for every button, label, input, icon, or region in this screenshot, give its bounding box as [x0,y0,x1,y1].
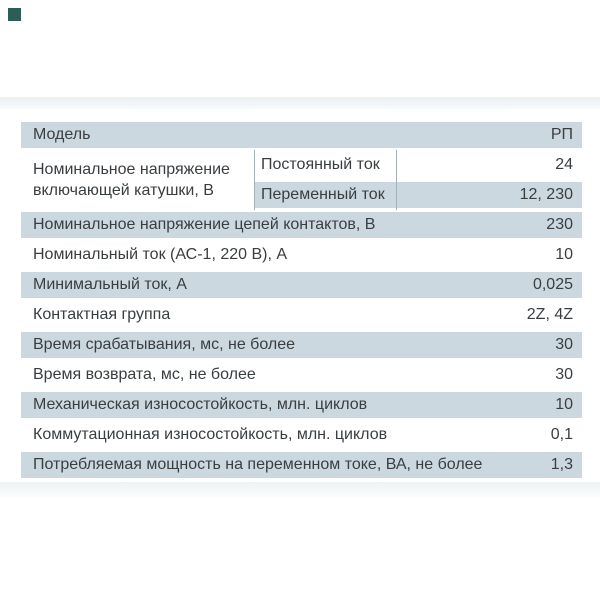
row-label-line2: включающей катушки, В [33,182,214,199]
sub-row-label-ac: Переменный ток [255,180,396,210]
row-value: 0,1 [550,426,573,443]
bottom-divider-band [0,482,600,497]
table-row [21,450,582,480]
row-label: Время возврата, мс, не более [33,366,256,383]
table-row-model [21,120,582,150]
sub-row-value-dc: 24 [555,156,573,173]
row-value: 10 [555,396,573,413]
coil-voltage-group [21,150,582,210]
row-label [21,150,254,210]
row-value: 2Z, 4Z [526,306,573,323]
row-label: Время срабатывания, мс, не более [33,336,296,353]
table-row [21,360,582,390]
row-value: 30 [555,366,573,383]
table-row [21,330,582,360]
table-row [21,240,582,270]
row-value: 10 [555,246,573,263]
row-label-line1: Номинальное напряжение [33,161,230,178]
row-label: Модель [33,126,91,143]
table-row [21,270,582,300]
row-label: Механическая износостойкость, млн. циклов [33,396,368,413]
table-row [21,390,582,420]
row-label: Потребляемая мощность на переменном токе, ВА, не более [33,456,483,473]
sub-row-value-ac: 12, 230 [397,180,582,210]
sub-row-label-dc: Постоянный ток [261,156,380,173]
row-label: Минимальный ток, А [33,276,187,293]
row-label: Коммутационная износостойкость, млн. циклов [33,426,388,443]
row-label: Номинальный ток (АС-1, 220 В), А [33,246,288,263]
current-type-column [254,150,397,210]
row-value: 1,3 [550,456,573,473]
row-value: 230 [546,216,573,233]
top-divider-band [0,97,600,109]
current-value-column [397,150,582,210]
brand-corner-square [8,8,21,21]
spec-table [21,120,582,480]
row-value: 0,025 [532,276,573,293]
table-row [21,420,582,450]
row-value: 30 [555,336,573,353]
table-row [21,210,582,240]
row-label: Контактная группа [33,306,171,323]
row-label: Номинальное напряжение цепей контактов, В [33,216,376,233]
row-value: РП [550,126,573,143]
table-row [21,300,582,330]
